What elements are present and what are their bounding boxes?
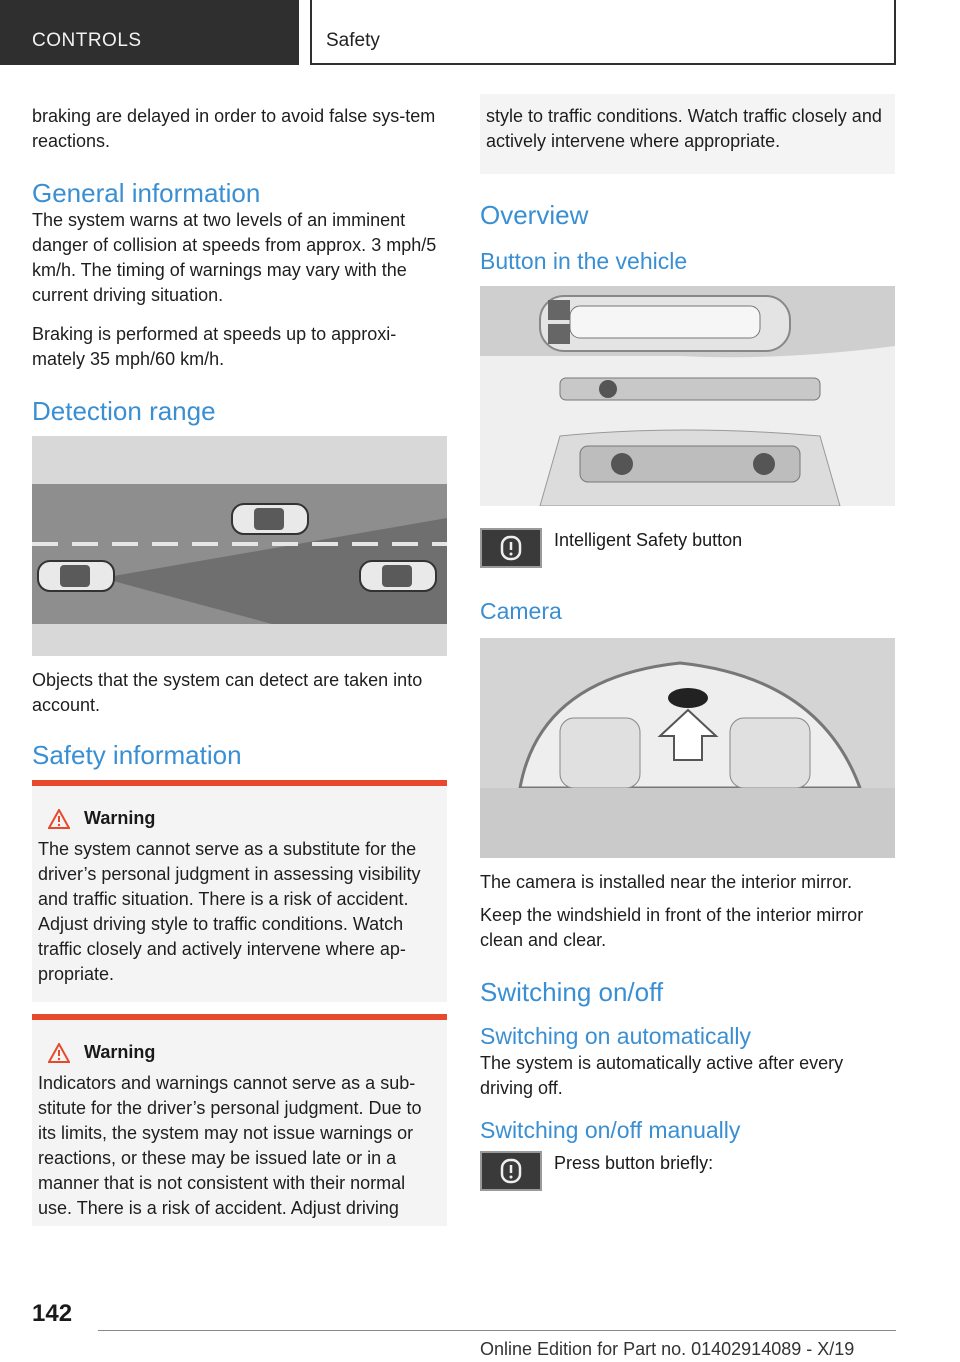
warning-triangle-icon [48, 809, 70, 829]
warning-triangle-icon [48, 1043, 70, 1063]
overview-heading: Overview [480, 200, 589, 230]
vent-button [548, 300, 570, 320]
car-right-icon [360, 561, 436, 591]
switching-auto-heading: Switching on automatically [480, 1023, 752, 1049]
camera-heading: Camera [480, 598, 562, 624]
switching-manual-row [480, 1151, 895, 1191]
dashboard-figure [480, 286, 895, 506]
warning-2-text: Indicators and warnings cannot serve as a sub‐stitute for the driver’s personal judgment. Due to its limits, the system may not issue warnings or reactions, or these may be issued late or in a manner that is not consistent with their normal use. There is a risk of accident. Adjust driving [38, 1073, 422, 1218]
safety-info-heading: Safety information [32, 740, 242, 770]
warning-1-title: Warning [84, 808, 156, 828]
camera-figure [480, 638, 895, 858]
header-chapter [310, 0, 896, 65]
switching-heading: Switching on/off [480, 977, 664, 1007]
switching-manual-heading: Switching on/off manually [480, 1117, 741, 1143]
general-info-p1: The system warns at two levels of an imminent danger of collision at speeds from approx. 3 mph/5 km/h. The timing of warnings may vary with the current driving situation. [32, 210, 437, 305]
warning-continuation-text: style to traffic conditions. Watch traffic closely and actively intervene where appropriate. [486, 106, 882, 151]
button-in-vehicle-heading: Button in the vehicle [480, 248, 688, 274]
intelligent-safety-button-icon [480, 1151, 542, 1191]
camera-text-1: The camera is installed near the interior mirror. [480, 872, 853, 892]
switching-manual-text: Press button briefly: [554, 1153, 714, 1173]
car-left-icon [38, 561, 114, 591]
general-info-heading: General information [32, 178, 261, 208]
intelligent-safety-button-icon [480, 528, 542, 568]
detection-caption: Objects that the system can detect are taken into account. [32, 670, 423, 715]
camera-illustration [480, 638, 895, 858]
warning-continuation-box [480, 94, 895, 174]
intro-text: braking are delayed in order to avoid false sys‐tem reactions. [32, 106, 436, 151]
safety-button-symbol-icon [500, 535, 522, 561]
warning-box-1 [32, 780, 447, 1002]
intelligent-safety-row [480, 528, 895, 568]
header-section [0, 0, 299, 65]
header-section-label: CONTROLS [32, 30, 142, 51]
switching-auto-text: The system is automatically active after every driving off. [480, 1053, 844, 1098]
safety-button-symbol-icon [500, 1158, 522, 1184]
warning-box-2 [32, 1014, 447, 1226]
car-top-icon [232, 504, 308, 534]
general-info-p2: Braking is performed at speeds up to approxi‐mately 35 mph/60 km/h. [32, 324, 397, 369]
warning-1-header [48, 808, 441, 829]
detection-range-heading: Detection range [32, 396, 216, 426]
header-chapter-label: Safety [326, 30, 380, 51]
warning-2-title: Warning [84, 1042, 156, 1062]
warning-2-header [48, 1042, 441, 1063]
intelligent-safety-label: Intelligent Safety button [554, 530, 743, 550]
camera-text-2: Keep the windshield in front of the interior mirror clean and clear. [480, 905, 864, 950]
detection-range-figure [32, 436, 447, 656]
footer-divider [98, 1330, 896, 1331]
detection-range-illustration [32, 436, 447, 656]
warning-1-text: The system cannot serve as a substitute for the driver’s personal judgment in assessing visibility and traffic situation. There is a risk of accident. Adjust driving style to traffic conditions. Watch traffic closely and actively intervene where ap‐propriate. [38, 839, 421, 984]
left-column [32, 104, 447, 1226]
camera-lens [668, 688, 708, 708]
dashboard-illustration [480, 286, 895, 506]
edition-text: Online Edition for Part no. 01402914089 - X/19 [480, 1339, 855, 1359]
right-column [480, 94, 895, 1191]
page-number: 142 [32, 1300, 73, 1327]
